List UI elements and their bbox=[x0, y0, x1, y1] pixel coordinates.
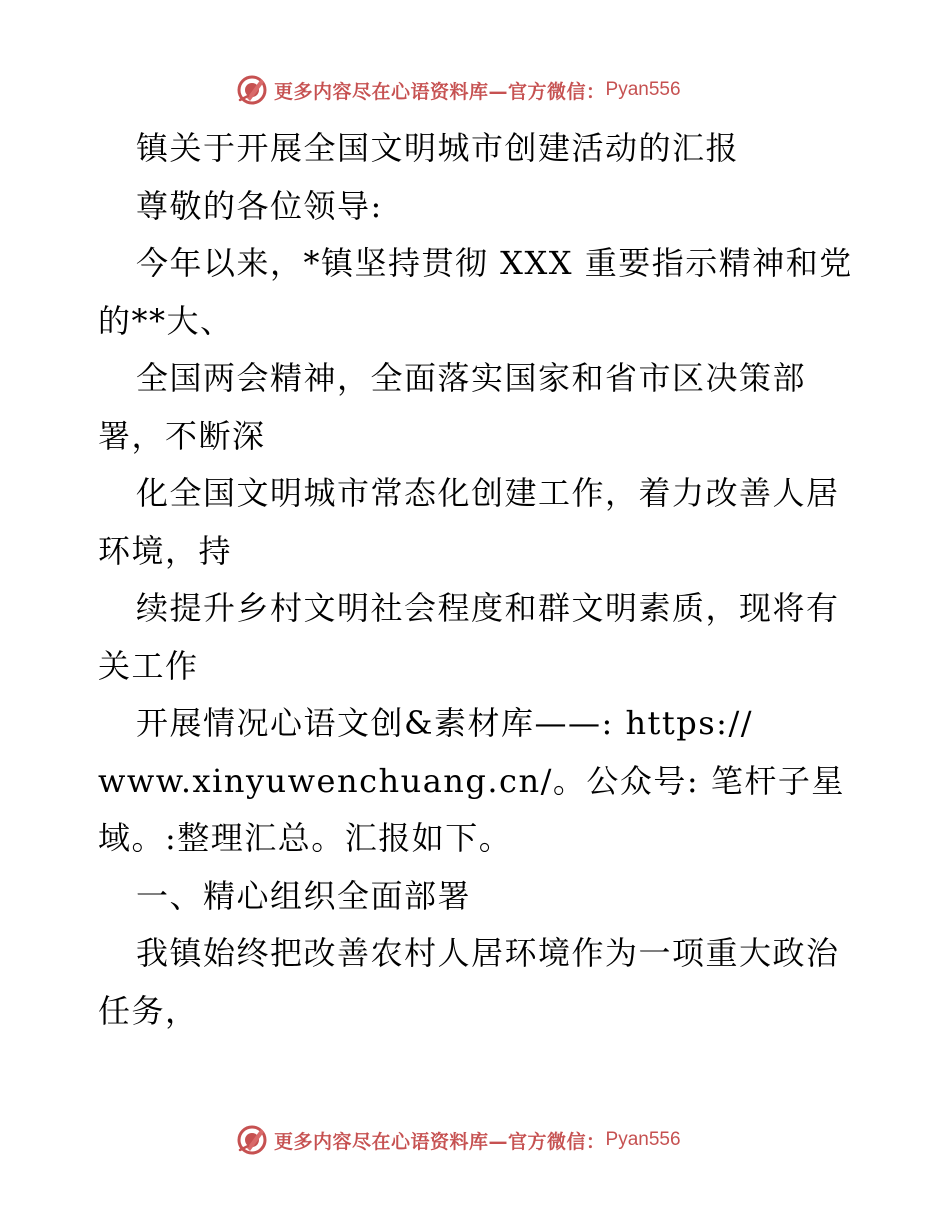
seal-logo-icon bbox=[236, 1124, 268, 1156]
watermark-brand-text: 更多内容尽在心语资料库—官方微信： bbox=[274, 80, 606, 103]
seal-logo-icon bbox=[236, 74, 268, 106]
paragraph-line: 环境，持 bbox=[98, 531, 233, 570]
paragraph-line: 续提升乡村文明社会程度和群文明素质，现将有 bbox=[136, 589, 840, 627]
watermark-brand-text: 更多内容尽在心语资料库—官方微信： bbox=[274, 1130, 606, 1153]
paragraph-line: 今年以来，*镇坚持贯彻 XXX 重要指示精神和党 bbox=[136, 244, 853, 282]
salutation: 尊敬的各位领导: bbox=[136, 186, 383, 225]
watermark-banner-bottom bbox=[236, 1123, 681, 1157]
paragraph-line: 全国两会精神，全面落实国家和省市区决策部 bbox=[136, 359, 807, 397]
paragraph-line: 域。:整理汇总。汇报如下。 bbox=[98, 819, 513, 857]
paragraph-line: 化全国文明城市常态化创建工作，着力改善人居 bbox=[136, 474, 840, 512]
watermark-banner-top bbox=[236, 73, 681, 107]
paragraph-line: 署，不断深 bbox=[98, 416, 266, 455]
document-body bbox=[98, 120, 858, 1040]
watermark-account: Pyan556 bbox=[605, 1129, 681, 1150]
watermark-account: Pyan556 bbox=[605, 79, 681, 100]
paragraph-line: www.xinyuwenchuang.cn/。公众号: 笔杆子星 bbox=[98, 761, 845, 800]
paragraph-line: 任务， bbox=[98, 991, 199, 1030]
section-heading: 一、精心组织全面部署 bbox=[136, 876, 472, 915]
paragraph-line: 关工作 bbox=[98, 646, 199, 685]
paragraph-line: 的**大、 bbox=[98, 301, 234, 340]
paragraph-line: 我镇始终把改善农村人居环境作为一项重大政治 bbox=[136, 934, 840, 972]
paragraph-line: 开展情况心语文创&素材库——: https:// bbox=[136, 704, 754, 742]
document-title: 镇关于开展全国文明城市创建活动的汇报 bbox=[136, 129, 740, 167]
